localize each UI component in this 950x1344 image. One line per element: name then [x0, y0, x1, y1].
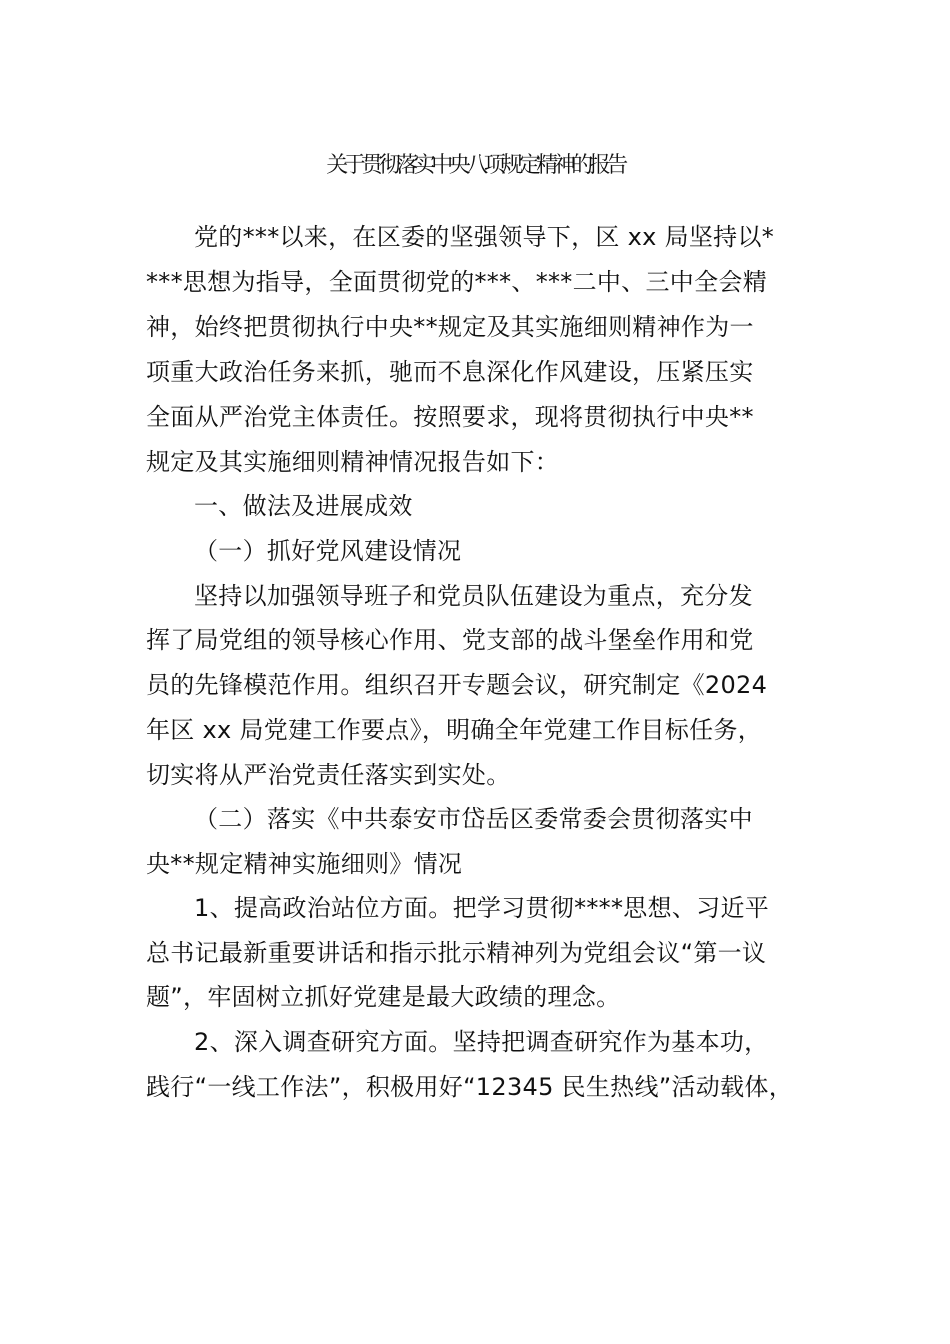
paragraph-line: 全面从严治党主体责任。按照要求，现将贯彻执行中央** [146, 403, 754, 431]
paragraph-line: 年区 xx 局党建工作要点》，明确全年党建工作目标任务， [146, 716, 763, 744]
paragraph-line: 题”，牢固树立抓好党建是最大政绩的理念。 [146, 983, 621, 1011]
document-title: 关于贯彻落实中央八项规定精神的报告 [326, 153, 624, 178]
paragraph-line: 员的先锋模范作用。组织召开专题会议，研究制定《2024 [146, 671, 768, 699]
subsection-heading: （二）落实《中共泰安市岱岳区委常委会贯彻落实中 [194, 805, 753, 833]
paragraph-line: 践行“一线工作法”，积极用好“12345 民生热线”活动载体， [146, 1073, 794, 1101]
section-heading: 一、做法及进展成效 [194, 492, 413, 520]
paragraph-line: 规定及其实施细则精神情况报告如下： [146, 448, 560, 476]
paragraph-line: 党的***以来，在区委的坚强领导下，区 xx 局坚持以* [194, 223, 775, 251]
paragraph-line: 1、提高政治站位方面。把学习贯彻****思想、习近平 [194, 894, 770, 922]
paragraph-line: 切实将从严治党责任落实到实处。 [146, 761, 511, 789]
subsection-heading: 央**规定精神实施细则》情况 [146, 850, 463, 878]
paragraph-line: 坚持以加强领导班子和党员队伍建设为重点，充分发 [194, 582, 753, 610]
paragraph-line: 挥了局党组的领导核心作用、党支部的战斗堡垒作用和党 [146, 626, 754, 654]
paragraph-line: 神，始终把贯彻执行中央**规定及其实施细则精神作为一 [146, 313, 754, 341]
subsection-heading: （一）抓好党风建设情况 [194, 537, 462, 565]
paragraph-line: 总书记最新重要讲话和指示批示精神列为党组会议“第一议 [146, 939, 767, 967]
paragraph-line: 项重大政治任务来抓，驰而不息深化作风建设，压紧压实 [146, 358, 754, 386]
paragraph-line: 2、深入调查研究方面。坚持把调查研究作为基本功， [194, 1028, 769, 1056]
paragraph-line: ***思想为指导，全面贯彻党的***、***二中、三中全会精 [146, 268, 767, 296]
